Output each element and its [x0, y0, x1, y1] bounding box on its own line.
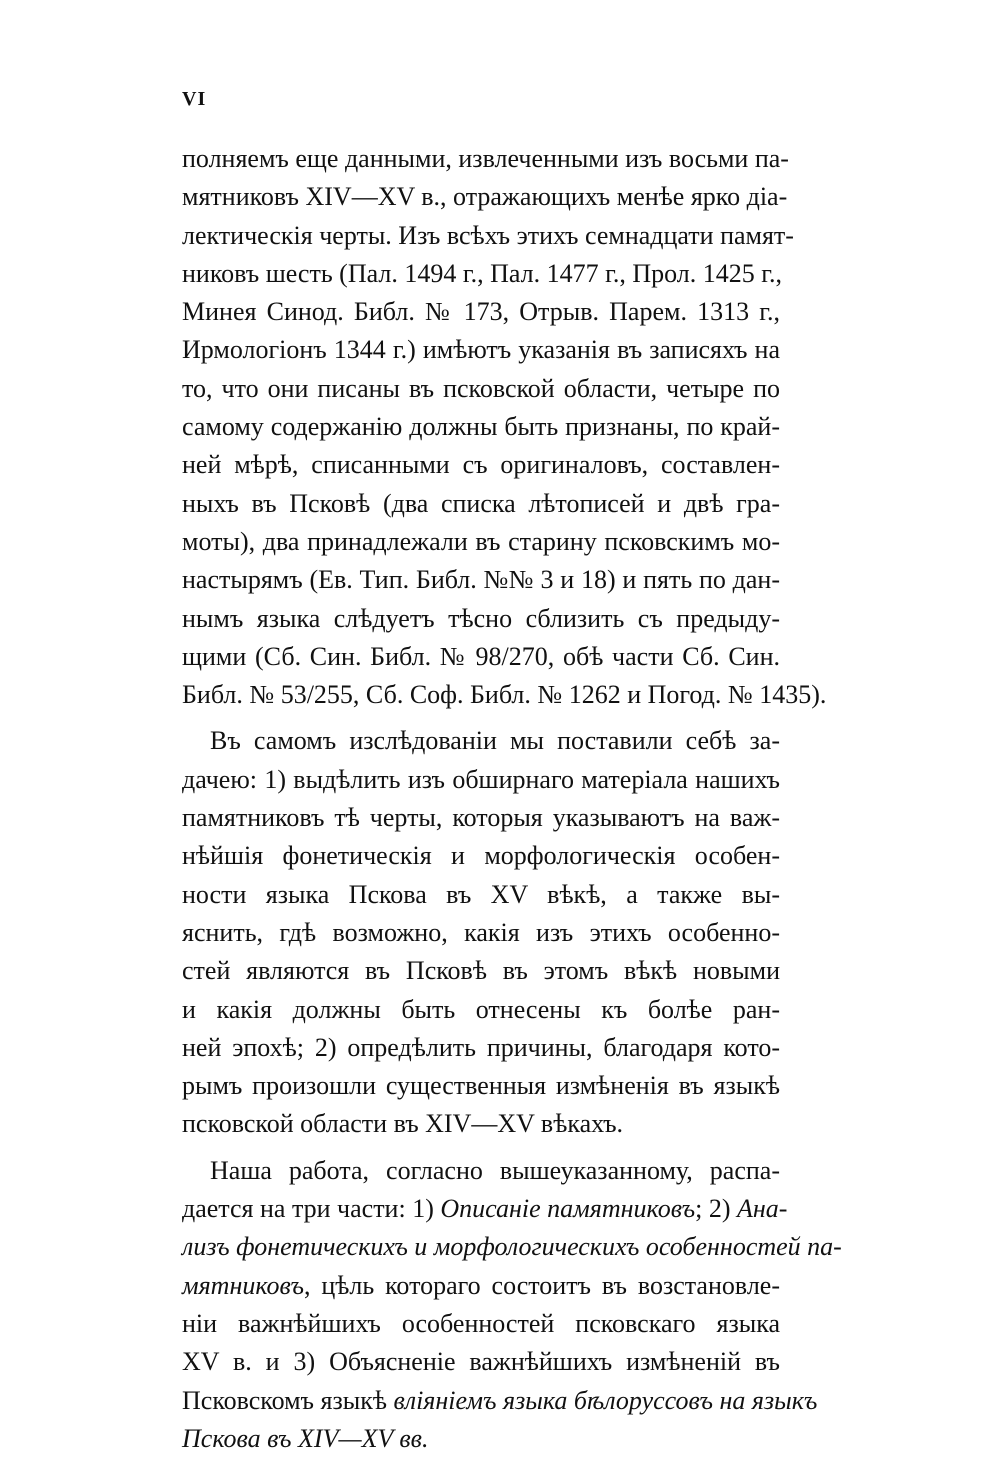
text-segment: мятниковъ XIV—XV в., отражающихъ менѣе ярко діа-	[182, 182, 788, 212]
text-line	[182, 991, 780, 1029]
text-segment: моты), два принадлежали въ старину псковскимъ мо-	[182, 526, 780, 556]
text-segment: ; 2)	[695, 1194, 738, 1224]
paragraph-gap	[182, 714, 780, 722]
paragraph-1	[182, 140, 827, 714]
text-line	[182, 485, 780, 523]
text-line	[182, 1420, 780, 1458]
text-line	[182, 561, 780, 599]
text-segment: яснить, гдѣ возможно, какія изъ этихъ особенно-	[182, 917, 780, 947]
text-line	[182, 1382, 818, 1420]
text-line	[182, 676, 827, 714]
text-segment: Ирмологіонъ 1344 г.) имѣютъ указанія въ записяхъ на	[182, 335, 780, 365]
paragraph-2	[182, 722, 780, 1143]
text-line	[182, 1152, 780, 1190]
text-line	[182, 217, 794, 255]
text-line	[182, 446, 780, 484]
text-line	[182, 1067, 780, 1105]
text-line	[182, 1029, 780, 1067]
text-segment: ности языка Пскова въ XV вѣкѣ, а также вы-	[182, 879, 780, 909]
text-segment: никовъ шесть (Пал. 1494 г., Пал. 1477 г., Прол. 1425 г.,	[182, 258, 782, 288]
text-segment: и какія должны быть отнесены къ болѣе ран-	[182, 994, 780, 1024]
text-segment: нѣйшія фонетическія и морфологическія особен-	[182, 841, 780, 871]
text-segment: дачею: 1) выдѣлить изъ обширнаго матеріала нашихъ	[182, 764, 780, 794]
text-segment: ныхъ въ Псковѣ (два списка лѣтописей и двѣ гра-	[182, 488, 780, 518]
paragraph-3	[182, 1152, 842, 1458]
text-line	[182, 1228, 842, 1266]
text-segment: памятниковъ тѣ черты, которыя указываютъ на важ-	[182, 803, 780, 833]
text-segment: XV в. и 3) Объясненіе важнѣйшихъ измѣненій въ	[182, 1347, 780, 1377]
text-line	[182, 600, 780, 638]
text-line	[182, 761, 780, 799]
text-line	[182, 1343, 780, 1381]
text-segment: щими (Сб. Син. Библ. № 98/270, обѣ части Сб. Син.	[182, 641, 780, 671]
text-segment: Наша работа, согласно вышеуказанному, распа-	[210, 1155, 780, 1185]
text-line	[182, 331, 780, 369]
text-segment: нымъ языка слѣдуетъ тѣсно сблизить съ предыду-	[182, 603, 780, 633]
text-line	[182, 255, 780, 293]
text-line	[182, 293, 780, 331]
italic-text: Пскова въ XIV—XV вв.	[182, 1423, 429, 1453]
text-line	[182, 178, 788, 216]
text-line	[182, 140, 789, 178]
text-line	[182, 799, 780, 837]
text-line	[182, 408, 780, 446]
text-line	[182, 523, 780, 561]
italic-text: вліяніемъ языка бѣлоруссовъ на языкъ	[393, 1385, 818, 1415]
italic-text: Описаніе памятниковъ	[440, 1194, 696, 1224]
text-line	[182, 1105, 780, 1143]
text-segment: Въ самомъ изслѣдованіи мы поставили себѣ за-	[210, 726, 780, 756]
paragraph-gap	[182, 1144, 780, 1152]
text-segment: ней мѣрѣ, списанными съ оригиналовъ, составлен-	[182, 450, 780, 480]
text-segment: Библ. № 53/255, Сб. Соф. Библ. № 1262 и Погод. № 1435).	[182, 680, 827, 710]
text-segment: ней эпохѣ; 2) опредѣлить причины, благодаря кото-	[182, 1032, 780, 1062]
text-segment: Псковскомъ языкѣ	[182, 1385, 394, 1415]
text-segment: рымъ произошли существенныя измѣненія въ языкѣ	[182, 1071, 780, 1101]
text-segment: ніи важнѣйшихъ особенностей псковскаго языка	[182, 1308, 780, 1338]
text-line	[182, 952, 780, 990]
text-segment: самому содержанію должны быть признаны, по край-	[182, 412, 780, 442]
text-segment: лектическія черты. Изъ всѣхъ этихъ семнадцати памят-	[182, 220, 794, 250]
text-line	[182, 370, 780, 408]
text-segment: Минея Синод. Библ. № 173, Отрыв. Парем. 1313 г.,	[182, 297, 780, 327]
text-line	[182, 722, 780, 760]
text-line	[182, 638, 780, 676]
text-segment: настырямъ (Ев. Тип. Библ. №№ 3 и 18) и пять по дан-	[182, 565, 780, 595]
italic-text: Ана-	[737, 1194, 788, 1224]
text-line	[182, 876, 780, 914]
italic-text: мятниковъ	[182, 1270, 304, 1300]
text-line	[182, 914, 780, 952]
text-segment: то, что они писаны въ псковской области, четыре по	[182, 373, 780, 403]
italic-text: лизъ фонетическихъ и морфологическихъ особенностей па-	[182, 1232, 842, 1262]
text-segment: , цѣль котораго состоитъ въ возстановле-	[303, 1270, 780, 1300]
text-line	[182, 1267, 780, 1305]
text-line	[182, 1190, 788, 1228]
text-line	[182, 837, 780, 875]
page-number: VI	[182, 88, 207, 110]
text-segment: полняемъ еще данными, извлеченными изъ восьми па-	[182, 144, 789, 173]
body-text	[182, 140, 842, 1458]
text-line	[182, 1305, 780, 1343]
text-segment: стей являются въ Псковѣ въ этомъ вѣкѣ новыми	[182, 956, 780, 986]
text-segment: дается на три части: 1)	[182, 1194, 441, 1224]
text-segment: псковской области въ XIV—XV вѣкахъ.	[182, 1109, 624, 1139]
